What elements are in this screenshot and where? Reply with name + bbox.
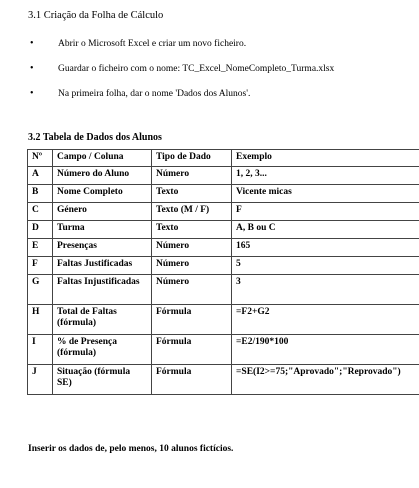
table-cell: Fórmula [152,305,232,335]
table-cell: C [28,203,53,221]
table-cell: Presenças [53,239,152,257]
table-cell: Fórmula [152,365,232,395]
column-header: Campo / Coluna [53,150,152,167]
table-cell: Texto (M / F) [152,203,232,221]
column-header: Nº [28,150,53,167]
table-cell: Número [152,257,232,275]
table-cell: Número do Aluno [53,167,152,185]
table-cell: Texto [152,185,232,203]
table-cell: Nome Completo [53,185,152,203]
table-row [28,221,419,239]
bullet-text: Na primeira folha, dar o nome 'Dados dos Alunos'. [58,89,251,99]
data-table [27,149,419,395]
table-cell: 5 [232,257,419,275]
table-cell: % de Presença (fórmula) [53,335,152,365]
table-row [28,185,419,203]
table-cell: 1, 2, 3... [232,167,419,185]
table-cell: Faltas Injustificadas [53,275,152,305]
table-cell: 165 [232,239,419,257]
table-cell: Faltas Justificadas [53,257,152,275]
table-cell: F [232,203,419,221]
table-cell: Situação (fórmula SE) [53,365,152,395]
table-cell: =F2+G2 [232,305,419,335]
table-cell: H [28,305,53,335]
table-cell: Turma [53,221,152,239]
table-cell: B [28,185,53,203]
bullet-icon: • [30,88,34,99]
table-cell: =E2/190*100 [232,335,419,365]
table-row [28,275,419,305]
table-cell: E [28,239,53,257]
table-cell: Vicente micas [232,185,419,203]
table-row [28,239,419,257]
table-cell: A, B ou C [232,221,419,239]
table-cell: G [28,275,53,305]
table-cell: =SE(I2>=75;"Aprovado";"Reprovado") [232,365,419,395]
section-heading-3-2: 3.2 Tabela de Dados dos Alunos [28,132,162,143]
table-row [28,257,419,275]
table-cell: Número [152,167,232,185]
table-header-row [28,150,419,167]
table-cell: Total de Faltas (fórmula) [53,305,152,335]
footer-instruction: Inserir os dados de, pelo menos, 10 alunos fictícios. [28,444,234,454]
table-cell: 3 [232,275,419,305]
table-cell: F [28,257,53,275]
table-cell: Número [152,239,232,257]
table-row [28,167,419,185]
table-cell: Número [152,275,232,305]
table-row [28,335,419,365]
table-cell: Texto [152,221,232,239]
table-cell: I [28,335,53,365]
table-cell: D [28,221,53,239]
column-header: Tipo de Dado [152,150,232,167]
table-cell: Género [53,203,152,221]
bullet-text: Guardar o ficheiro com o nome: TC_Excel_NomeCompleto_Turma.xlsx [58,64,335,74]
table-cell: A [28,167,53,185]
table-row [28,203,419,221]
table-cell: Fórmula [152,335,232,365]
column-header: Exemplo [232,150,419,167]
bullet-icon: • [30,63,34,74]
bullet-text: Abrir o Microsoft Excel e criar um novo ficheiro. [58,39,247,49]
section-heading-3-1: 3.1 Criação da Folha de Cálculo [28,10,164,21]
table-cell: J [28,365,53,395]
bullet-icon: • [30,38,34,49]
table-row [28,365,419,395]
table-row [28,305,419,335]
